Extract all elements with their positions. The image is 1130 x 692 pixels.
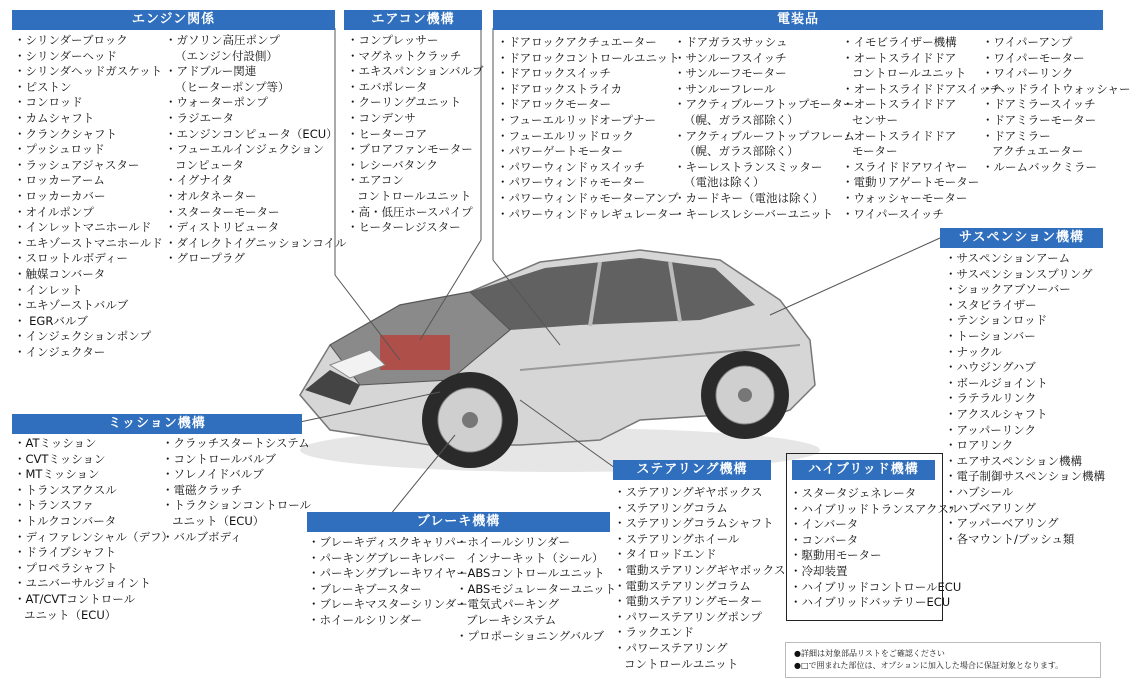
list-item: ・ドアガラスサッシュ	[674, 35, 788, 49]
list-item: ・レシーバタンク	[347, 157, 438, 172]
hybrid-header: ハイブリッド機構	[792, 460, 935, 480]
list-item: ・インジェクター	[14, 344, 106, 359]
rear-wheel-hub	[738, 388, 752, 402]
list-item: ・ロッカーカバー	[14, 188, 106, 203]
list-item: ・ヒーターコア	[347, 126, 428, 141]
list-item: ・ブレーキディスクキャリパー	[308, 535, 468, 549]
electrical-header: 電装品	[493, 10, 1103, 30]
list-item: ・ウォッシャーモーター	[842, 190, 968, 205]
list-item: ・ガソリン高圧ポンプ	[165, 33, 280, 47]
list-item: ・マグネットクラッチ	[347, 48, 462, 63]
list-item: ・プッシュロッド	[14, 142, 105, 157]
engine-block	[380, 335, 450, 370]
brake-header: ブレーキ機構	[307, 512, 610, 532]
list-item: ・トルクコンバータ	[14, 513, 117, 528]
list-item: ・エンジンコンピュータ（ECU）	[165, 126, 338, 141]
suspension-header: サスペンション機構	[940, 228, 1103, 248]
list-item: コンピュータ	[175, 157, 244, 172]
list-item: インナーキット（シール）	[466, 550, 604, 565]
list-item: ・触媒コンバータ	[14, 266, 106, 281]
list-item: ・アッパーリンク	[945, 422, 1036, 437]
list-item: ・オートスライドドアスイッチ	[842, 81, 1002, 96]
list-item: ・エキゾーストバルブ	[14, 298, 129, 313]
list-item: ・AT/CVTコントロール	[14, 591, 136, 606]
list-item: ・エアサスペンション機構	[945, 453, 1083, 468]
list-item: ・コントロールバルブ	[162, 451, 276, 466]
list-item: ・スロットルボディー	[14, 251, 128, 266]
list-item: ・ラッシュアジャスター	[14, 157, 140, 172]
list-item: ・シリンダーブロック	[14, 33, 128, 47]
list-item: （エンジン付設側）	[175, 48, 278, 63]
list-item: ・クーリングユニット	[347, 95, 462, 110]
list-item: ・パワーウィンドゥモーター	[497, 175, 646, 190]
list-item: ・ハブシール	[945, 484, 1014, 499]
front-wheel-hub	[462, 412, 478, 428]
list-item: （幌、ガラス部除く）	[684, 112, 799, 127]
list-item: ・ハイブリッドトランスアクスル	[790, 501, 961, 516]
list-item: ・ドアロックコントロールユニット	[497, 50, 680, 65]
aircon-list	[347, 33, 483, 236]
list-item: ・スライドドアワイヤー	[842, 159, 968, 174]
mission-list-col2	[162, 436, 311, 545]
list-item: ・ショックアブソーバー	[945, 282, 1071, 297]
list-item: ・エキゾーストマニホールド	[14, 235, 163, 250]
list-item: ・イモビライザー機構	[842, 35, 957, 49]
list-item: ブレーキシステム	[466, 612, 557, 627]
list-item: ・トランスアクスル	[14, 482, 117, 497]
list-item: ・サンルーフモーター	[674, 66, 787, 81]
list-item: ・冷却装置	[790, 563, 848, 578]
engine-list-col2	[165, 33, 346, 267]
list-item: ・ホイールシリンダー	[456, 535, 571, 549]
list-item: （ヒーターポンプ等）	[175, 79, 290, 94]
list-item: ・コンロッド	[14, 95, 83, 110]
list-item: ・プロポーショニングバルブ	[456, 628, 605, 643]
list-item: ・ラテラルリンク	[945, 391, 1037, 406]
list-item: ・サンルーフレール	[674, 81, 776, 96]
list-item: ・ドアミラーモーター	[982, 112, 1097, 127]
engine-list-col1	[14, 33, 163, 360]
mission-list-col1	[14, 436, 173, 623]
list-item: アクチュエーター	[992, 144, 1084, 159]
list-item: ・MTミッション	[14, 467, 100, 482]
list-item: ・クランクシャフト	[14, 126, 118, 141]
list-item: ・ハイブリッドバッテリーECU	[790, 595, 951, 610]
list-item: ・スターターモーター	[165, 204, 280, 219]
list-item: ユニット（ECU）	[24, 607, 117, 622]
list-item: ・ロッカーアーム	[14, 173, 105, 188]
list-item: ・ラックエンド	[614, 625, 695, 640]
list-item: ・ディストリビュータ	[165, 220, 280, 235]
list-item: ・ワイパーリンク	[982, 66, 1074, 81]
list-item: ・オルタネーター	[165, 188, 257, 203]
list-item: ・ワイパーアンプ	[982, 35, 1073, 49]
list-item: ・ブレーキブースター	[308, 581, 422, 596]
list-item: ・パワーステアリング	[614, 640, 728, 655]
list-item: ・クラッチスタートシステム	[162, 436, 310, 450]
list-item: ・ABSモジュレーターユニット	[456, 581, 617, 596]
list-item: ・サンルーフスイッチ	[674, 50, 787, 65]
list-item: ・トーションバー	[945, 328, 1036, 343]
list-item: ・ブロアファンモーター	[347, 142, 473, 157]
steering-list	[614, 485, 785, 672]
list-item: ・エキスパンションバルブ	[347, 64, 484, 79]
list-item: ・プロペラシャフト	[14, 560, 118, 575]
list-item: ・電気式パーキング	[456, 597, 560, 612]
list-item: ユニット（ECU）	[172, 513, 265, 528]
list-item: ・サスペンションスプリング	[945, 266, 1093, 281]
list-item: ・アクティブルーフトップフレーム	[674, 128, 855, 143]
notes-box	[785, 642, 1101, 678]
list-item: ・パワーステアリングポンプ	[614, 609, 763, 624]
list-item: ・イグナイタ	[165, 173, 233, 188]
list-item: ・パワーウィンドゥモーターアンプ	[497, 190, 679, 205]
electrical-list-col1	[497, 35, 680, 222]
list-item: ・インレット	[14, 282, 83, 297]
list-item: ・オートスライドドア	[842, 50, 957, 65]
list-item: ・ABSコントロールユニット	[456, 566, 605, 581]
list-item: ・キーレスレシーバーユニット	[674, 206, 834, 221]
list-item: ・電動ステアリングモーター	[614, 594, 763, 609]
list-item: ・コンバータ	[790, 532, 859, 547]
list-item: ・インバータ	[790, 517, 859, 532]
list-item: ・駆動用モーター	[790, 548, 882, 563]
list-item: ・ドアロックモーター	[497, 97, 611, 112]
steering-header: ステアリング機構	[613, 460, 771, 480]
list-item: コントロールユニット	[357, 188, 472, 203]
suspension-list	[945, 251, 1105, 547]
list-item: ・アッパーベアリング	[945, 516, 1059, 531]
list-item: ・コンデンサ	[347, 110, 416, 125]
list-item: コントロールユニット	[624, 656, 739, 671]
list-item: ・ソレノイドバルブ	[162, 467, 264, 482]
list-item: ・電磁クラッチ	[162, 482, 243, 497]
note-line-2: ●□で囲まれた部位は、オプションに加入した場合に保証対象となります。	[794, 661, 1064, 670]
brake-list-col2	[456, 535, 616, 644]
list-item: ・ラジエータ	[165, 110, 234, 125]
list-item: （電池は除く）	[684, 175, 765, 190]
list-item: ・高・低圧ホースパイプ	[347, 204, 473, 219]
list-item: センサー	[852, 112, 898, 127]
list-item: ・シリンダヘッドガスケット	[14, 64, 163, 79]
electrical-list-col4	[982, 35, 1130, 175]
list-item: ・ドアロックアクチュエーター	[497, 35, 657, 49]
brake-list-col1	[308, 535, 468, 629]
list-item: ・スタータジェネレータ	[790, 486, 917, 500]
leader-suspension	[770, 238, 940, 315]
note-line-1: ●詳細は対象部品リストをご確認ください	[794, 649, 945, 658]
list-item: ・ブレーキマスターシリンダー	[308, 597, 468, 612]
list-item: ・カードキー（電池は除く）	[674, 190, 824, 205]
list-item: ・ホイールシリンダー	[308, 612, 423, 627]
list-item: （幌、ガラス部除く）	[684, 144, 799, 159]
list-item: ・パーキングブレーキレバー	[308, 550, 456, 565]
list-item: ・バルブボディ	[162, 529, 242, 544]
list-item: ・ボールジョイント	[945, 375, 1048, 390]
list-item: ・ヒーターレジスター	[347, 220, 461, 235]
list-item: ・ユニバーサルジョイント	[14, 576, 151, 591]
list-item: ・フューエルリッドロック	[497, 128, 634, 143]
list-item: ・シリンダーヘッド	[14, 48, 118, 63]
list-item: ・オートスライドドア	[842, 97, 957, 112]
list-item: ・電子制御サスペンション機構	[945, 469, 1106, 484]
list-item: ・ドアロックストライカ	[497, 81, 623, 96]
list-item: ・ハイブリッドコントロールECU	[790, 579, 962, 594]
list-item: ・ハブベアリング	[945, 500, 1036, 515]
list-item: ・アクスルシャフト	[945, 406, 1048, 421]
engine-header: エンジン関係	[12, 10, 335, 30]
list-item: ・パワーゲートモーター	[497, 144, 624, 159]
list-item: ・ドライブシャフト	[14, 545, 117, 560]
hybrid-list	[790, 486, 961, 611]
list-item: ・テンションロッド	[945, 313, 1048, 328]
list-item: ・ステアリングギヤボックス	[614, 485, 763, 499]
list-item: ・インレットマニホールド	[14, 220, 152, 235]
list-item: ・ EGRバルブ	[14, 313, 88, 328]
list-item: ・トランスファ	[14, 498, 94, 513]
list-item: ・スタビライザー	[945, 297, 1037, 312]
list-item: ・ロアリンク	[945, 438, 1014, 453]
list-item: ・サスペンションアーム	[945, 251, 1071, 265]
list-item: ・アドブルー関連	[165, 64, 257, 79]
list-item: ・ワイパースイッチ	[842, 206, 944, 221]
list-item: ・ワイパーモーター	[982, 50, 1085, 65]
list-item: ・エバポレータ	[347, 79, 428, 94]
list-item: ・キーレストランスミッター	[674, 159, 823, 174]
list-item: ・フューエルリッドオープナー	[497, 112, 657, 127]
list-item: ・各マウント/ブッシュ類	[945, 531, 1075, 546]
list-item: コントロールユニット	[852, 66, 967, 81]
list-item: ・ステアリングコラムシャフト	[614, 516, 774, 531]
list-item: ・ディファレンシャル（デフ）	[14, 529, 174, 544]
list-item: ・ウォーターポンプ	[165, 95, 269, 110]
list-item: ・フューエルインジェクション	[165, 142, 325, 157]
electrical-list-col3	[842, 35, 1001, 222]
list-item: ・パーキングブレーキワイヤー	[308, 566, 468, 581]
list-item: ・ダイレクトイグニッションコイル	[165, 235, 347, 250]
aircon-header: エアコン機構	[344, 10, 482, 30]
list-item: ・ピストン	[14, 79, 72, 94]
list-item: ・電動リアゲートモーター	[842, 175, 980, 190]
mission-header: ミッション機構	[12, 414, 302, 434]
list-item: ・電動ステアリングコラム	[614, 578, 751, 593]
list-item: ・グロープラグ	[165, 251, 245, 266]
electrical-list-col2	[674, 35, 855, 222]
list-item: ・ATミッション	[14, 436, 97, 450]
list-item: ・ドアミラー	[982, 128, 1051, 143]
list-item: ・パワーウィンドゥレギュレーター	[497, 206, 681, 221]
list-item: ・ヘッドライトウォッシャー	[982, 81, 1130, 96]
list-item: ・ルームバックミラー	[982, 159, 1097, 174]
list-item: ・ステアリングコラム	[614, 500, 728, 515]
list-item: ・エアコン	[347, 173, 404, 188]
list-item: ・ステアリングホイール	[614, 531, 740, 546]
list-item: ・アクティブルーフトップモーター	[674, 97, 855, 112]
list-item: モーター	[852, 144, 898, 159]
list-item: ・ナックル	[945, 344, 1002, 359]
list-item: ・パワーウィンドゥスイッチ	[497, 159, 646, 174]
list-item: ・インジェクションポンプ	[14, 329, 152, 344]
list-item: ・ドアミラースイッチ	[982, 97, 1096, 112]
list-item: ・CVTミッション	[14, 451, 106, 466]
list-item: ・ドアロックスイッチ	[497, 66, 611, 81]
list-item: ・タイロッドエンド	[614, 547, 717, 562]
list-item: ・コンプレッサー	[347, 33, 439, 47]
list-item: ・ハウジングハブ	[945, 360, 1036, 375]
list-item: ・電動ステアリングギヤボックス	[614, 562, 786, 577]
list-item: ・カムシャフト	[14, 110, 95, 125]
list-item: ・オイルポンプ	[14, 204, 94, 219]
list-item: ・オートスライドドア	[842, 128, 957, 143]
list-item: ・トラクションコントロール	[162, 498, 312, 513]
